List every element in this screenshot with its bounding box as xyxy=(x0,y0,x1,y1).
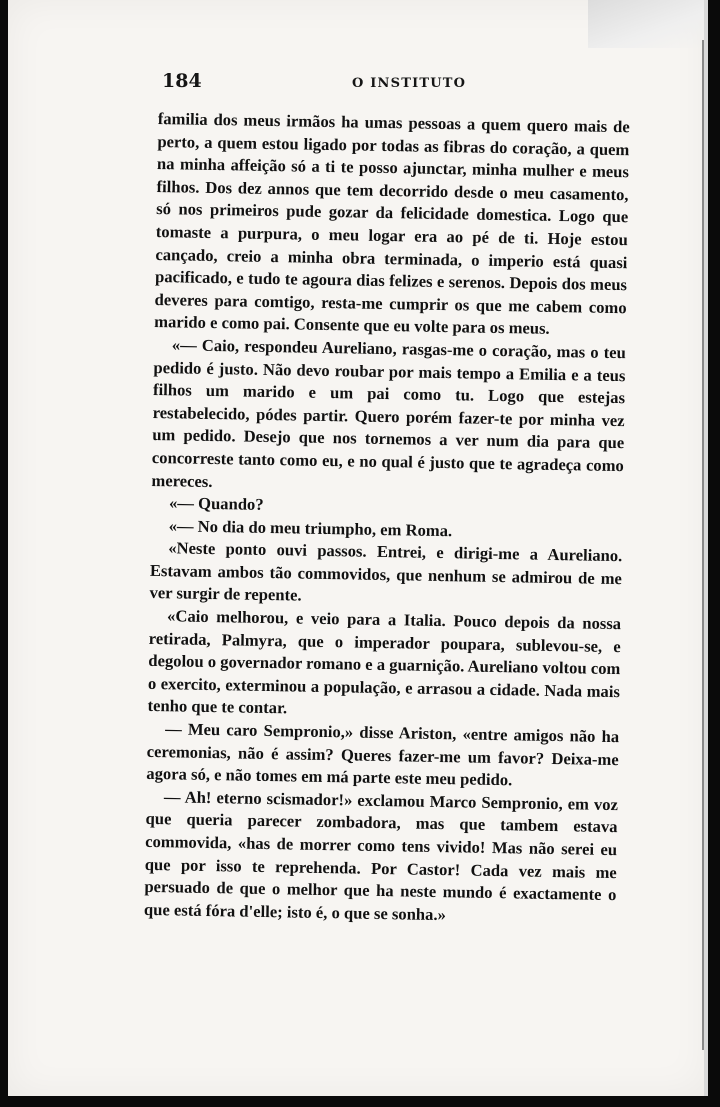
running-title: O INSTITUTO xyxy=(352,76,467,91)
paragraph: «— Caio, respondeu Aureliano, rasgas-me o coração, mas o teu pedido é justo. Não devo roubar por mais tempo a Emilia e a teus filhos um marido e um pai como tu. Logo que estejas restabelecido, pódes partir. Quero porém fazer-te por minha vez um pedido. Desejo que nos tornemos a ver num dia para que concorreste tanto como eu, e no qual é justo que te agradeça como mereces. xyxy=(151,335,626,491)
page-number: 184 xyxy=(162,70,202,92)
body-text xyxy=(144,108,630,929)
paragraph: «Neste ponto ouvi passos. Entrei, e dirigi-me a Aureliano. Estavam ambos tão commovidos, que nenhum se admirou de me ver surgir de repente. xyxy=(149,538,623,606)
paragraph: familia dos meus irmãos ha umas pessoas a quem quero mais de perto, a quem estou ligado por todas as fibras do coração, a quem na minha affeição só a ti te posso ajunctar, minha mulher e meus filhos. Dos dez annos que tem decorrido desde o meu casamento, só nos primeiros pude gozar da felicidade domestica. Logo que tomaste a purpura, o meu logar era ao pé de ti. Hoje estou cançado, creio a minha obra terminada, o imperio está quasi pacificado, e tudo te agoura dias felizes e serenos. Depois dos meus deveres para comtigo, resta-me cumprir os que me cabem como marido e como pai. Consente que eu volte para os meus. xyxy=(154,108,630,339)
paragraph: «Caio melhorou, e veio para a Italia. Pouco depois da nossa retirada, Palmyra, que o imperador poupara, sublevou-se, e degolou o governador romano e a guarnição. Aureliano voltou com o exercito, exterminou a população, e arrasou a cidade. Nada mais tenho que te contar. xyxy=(147,606,622,718)
paragraph: «— Quando? xyxy=(168,493,264,514)
page-fold xyxy=(588,0,708,48)
page-edge xyxy=(704,0,708,1096)
paragraph: — Meu caro Sempronio,» disse Ariston, «entre amigos não ha ceremonias, não é assim? Queres fazer-me um favor? Deixa-me agora só, e não tomes em má parte este meu pedido. xyxy=(146,719,620,790)
page-edge-line xyxy=(702,40,704,1050)
paragraph: — Ah! eterno scismador!» exclamou Marco Sempronio, em voz que queria parecer zombadora, mas que tambem estava commovida, «has de morrer como tens vivido! Mas não serei eu que por isso te reprehenda. Por Castor! Cada vez mais me persuado de que o melhor que ha neste mundo é exactamente o que está fóra d'elle; isto é, o que se sonha.» xyxy=(143,787,619,924)
page-header xyxy=(162,70,632,100)
paragraph: «— No dia do meu triumpho, em Roma. xyxy=(168,515,453,540)
